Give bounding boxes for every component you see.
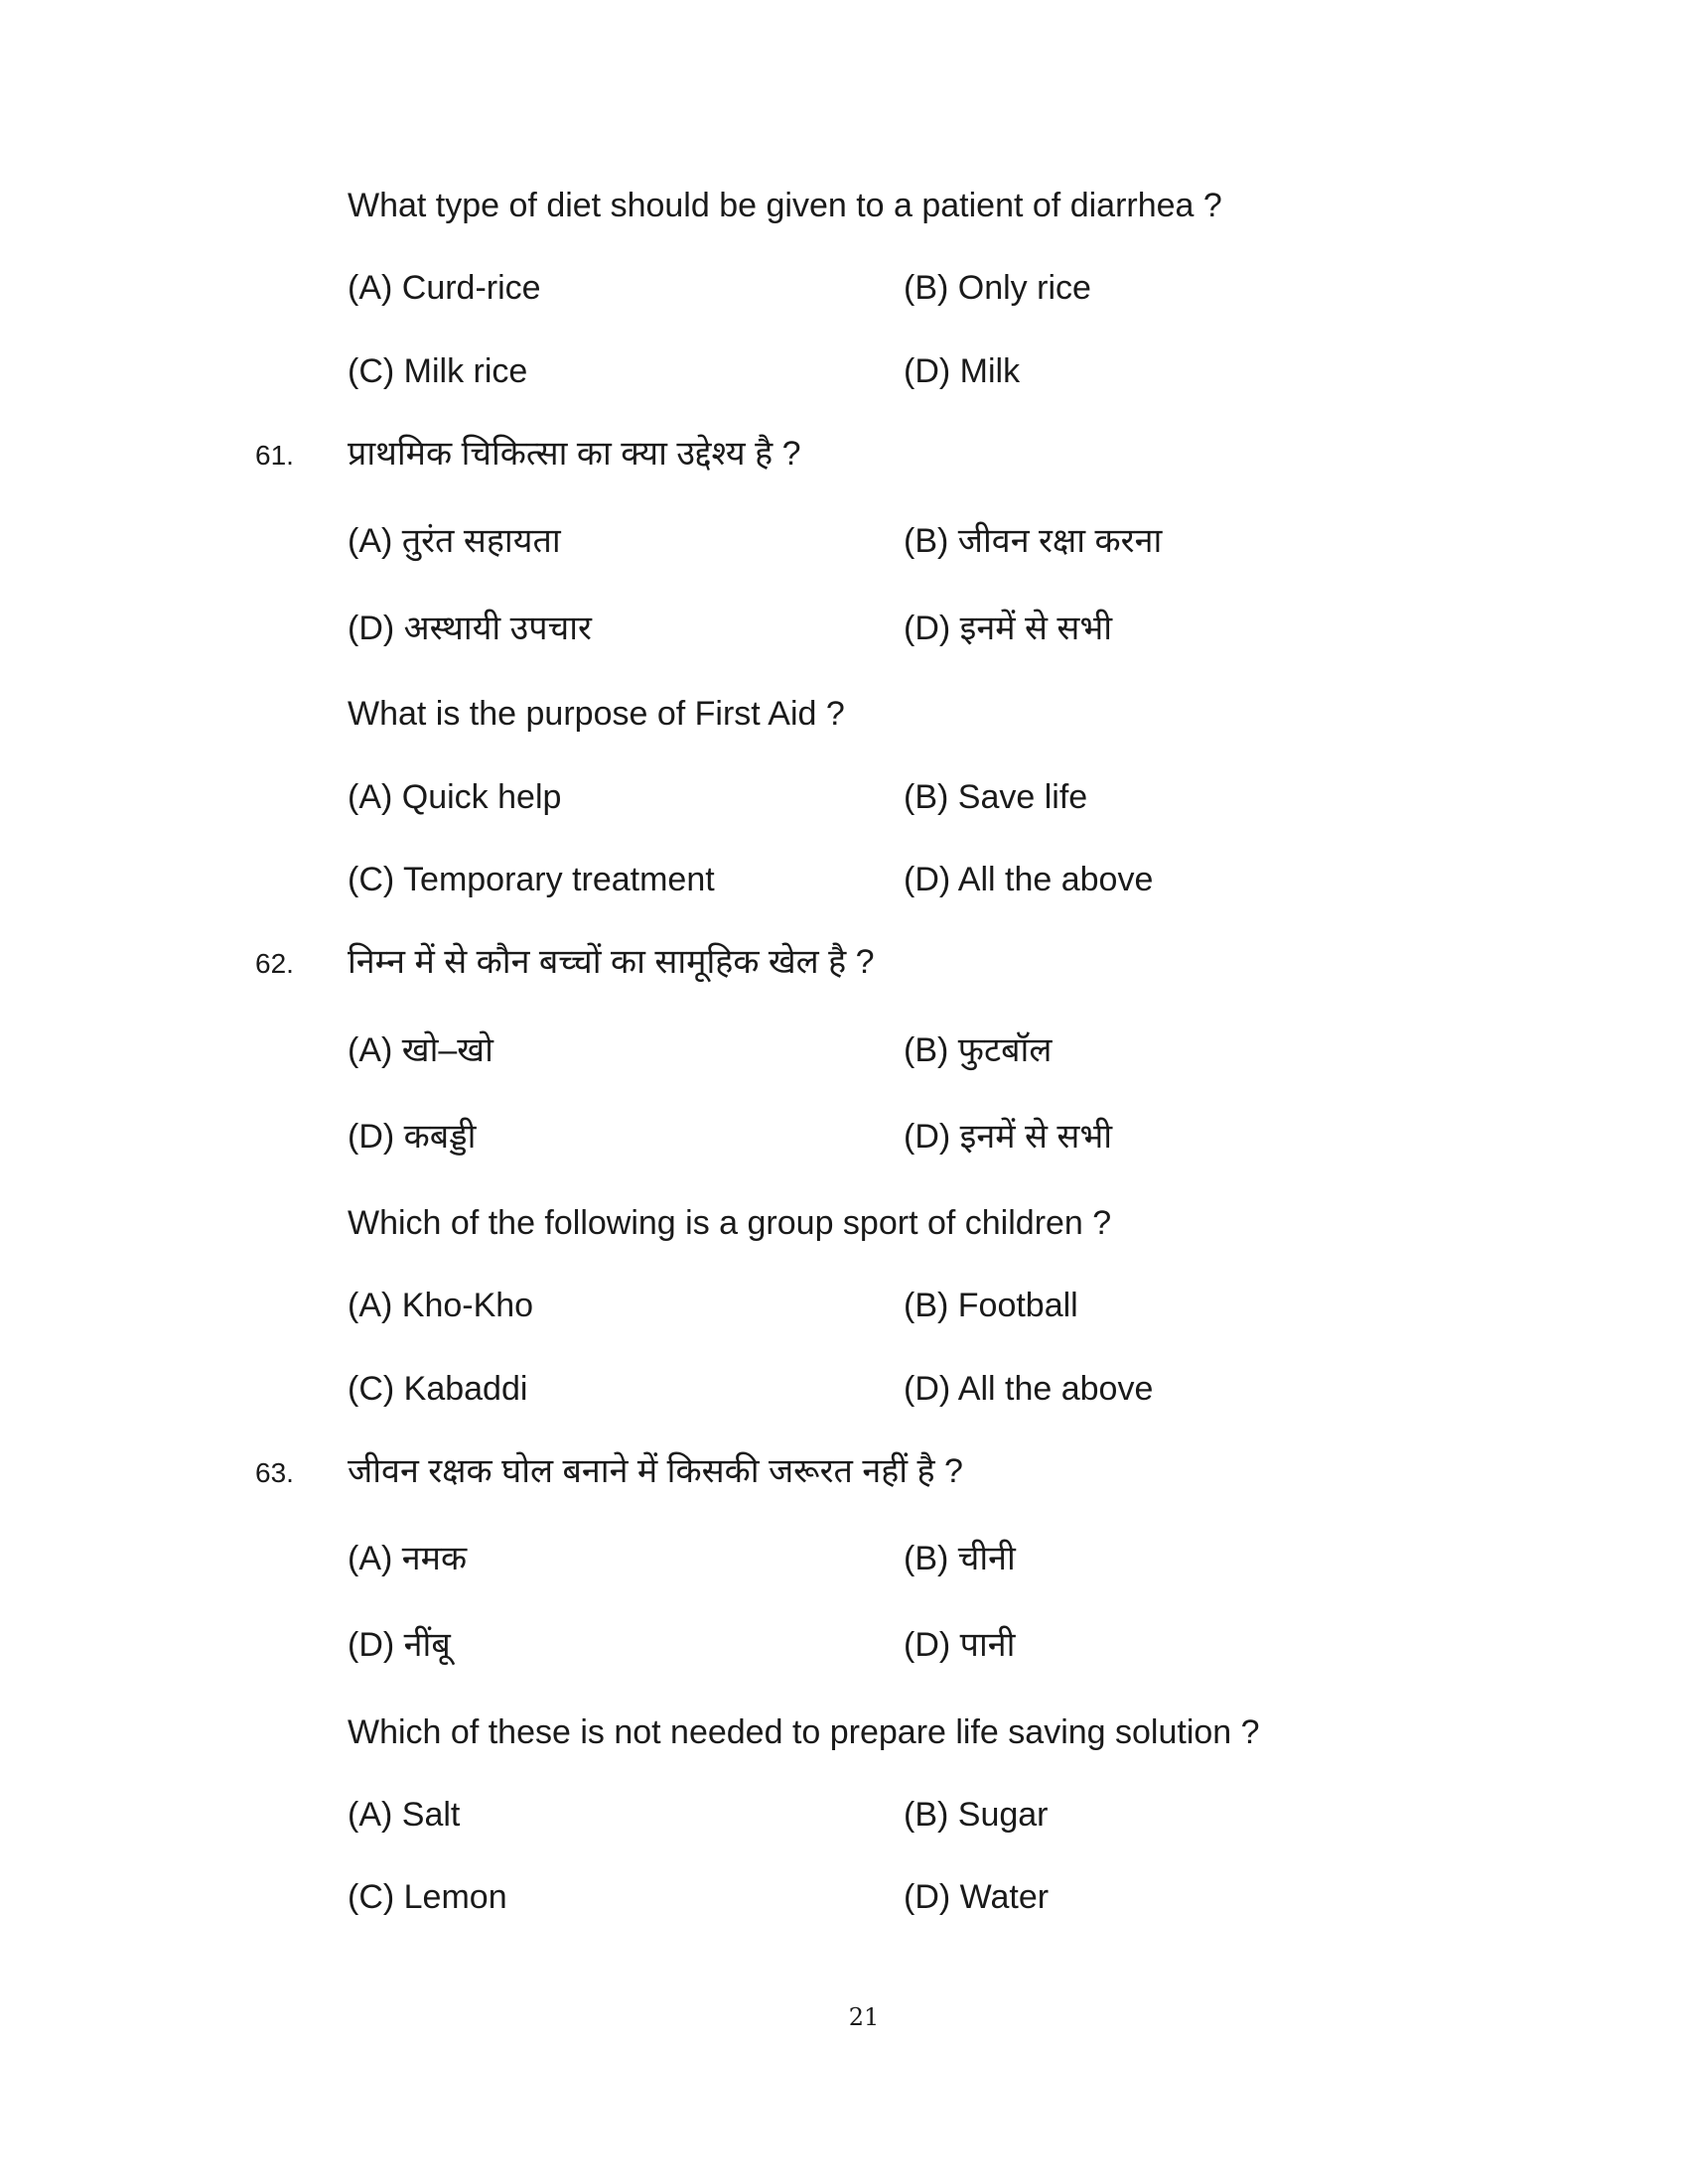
- option: (B) Sugar: [904, 1796, 1049, 1834]
- option: (A) Quick help: [348, 778, 562, 816]
- option: (D) Milk: [904, 352, 1021, 390]
- page-number: 21: [848, 2003, 880, 2031]
- option: (A) Curd-rice: [348, 269, 541, 307]
- option: (D) नींबू: [348, 1626, 451, 1664]
- question-text-english: What type of diet should be given to a patient of diarrhea ?: [348, 187, 1222, 224]
- option: (A) Salt: [348, 1796, 461, 1834]
- question-number: 62.: [255, 948, 294, 979]
- option: (B) Football: [904, 1287, 1078, 1324]
- option: (A) तुरंत सहायता: [348, 522, 561, 560]
- option: (D) All the above: [904, 861, 1154, 898]
- option: (A) नमक: [348, 1540, 468, 1577]
- option: (A) Kho-Kho: [348, 1287, 534, 1324]
- option: (D) कबड्डी: [348, 1118, 477, 1156]
- option: (C) Lemon: [348, 1878, 507, 1916]
- option: (B) Only rice: [904, 269, 1091, 307]
- option: (D) All the above: [904, 1370, 1154, 1408]
- question-text-hindi: निम्न में से कौन बच्चों का सामूहिक खेल है ?: [348, 943, 875, 981]
- option: (C) Temporary treatment: [348, 861, 715, 898]
- option: (D) Water: [904, 1878, 1050, 1916]
- option: (D) इनमें से सभी: [904, 610, 1113, 647]
- option: (A) खो–खो: [348, 1031, 493, 1069]
- question-text-english: Which of the following is a group sport of children ?: [348, 1204, 1112, 1242]
- option: (C) Kabaddi: [348, 1370, 528, 1408]
- option: (D) इनमें से सभी: [904, 1118, 1113, 1156]
- question-text-english: What is the purpose of First Aid ?: [348, 695, 845, 733]
- option: (B) Save life: [904, 778, 1088, 816]
- option: (B) फुटबॉल: [904, 1031, 1053, 1069]
- option: (B) जीवन रक्षा करना: [904, 522, 1163, 560]
- question-text-hindi: प्राथमिक चिकित्सा का क्या उद्देश्य है ?: [348, 435, 801, 473]
- question-number: 63.: [255, 1457, 294, 1488]
- question-text-hindi: जीवन रक्षक घोल बनाने में किसकी जरूरत नहीं है ?: [348, 1452, 963, 1490]
- option: (B) चीनी: [904, 1540, 1016, 1577]
- question-text-english: Which of these is not needed to prepare life saving solution ?: [348, 1713, 1260, 1751]
- option: (D) पानी: [904, 1626, 1016, 1664]
- question-number: 61.: [255, 440, 294, 471]
- option: (D) अस्थायी उपचार: [348, 610, 592, 647]
- option: (C) Milk rice: [348, 352, 528, 390]
